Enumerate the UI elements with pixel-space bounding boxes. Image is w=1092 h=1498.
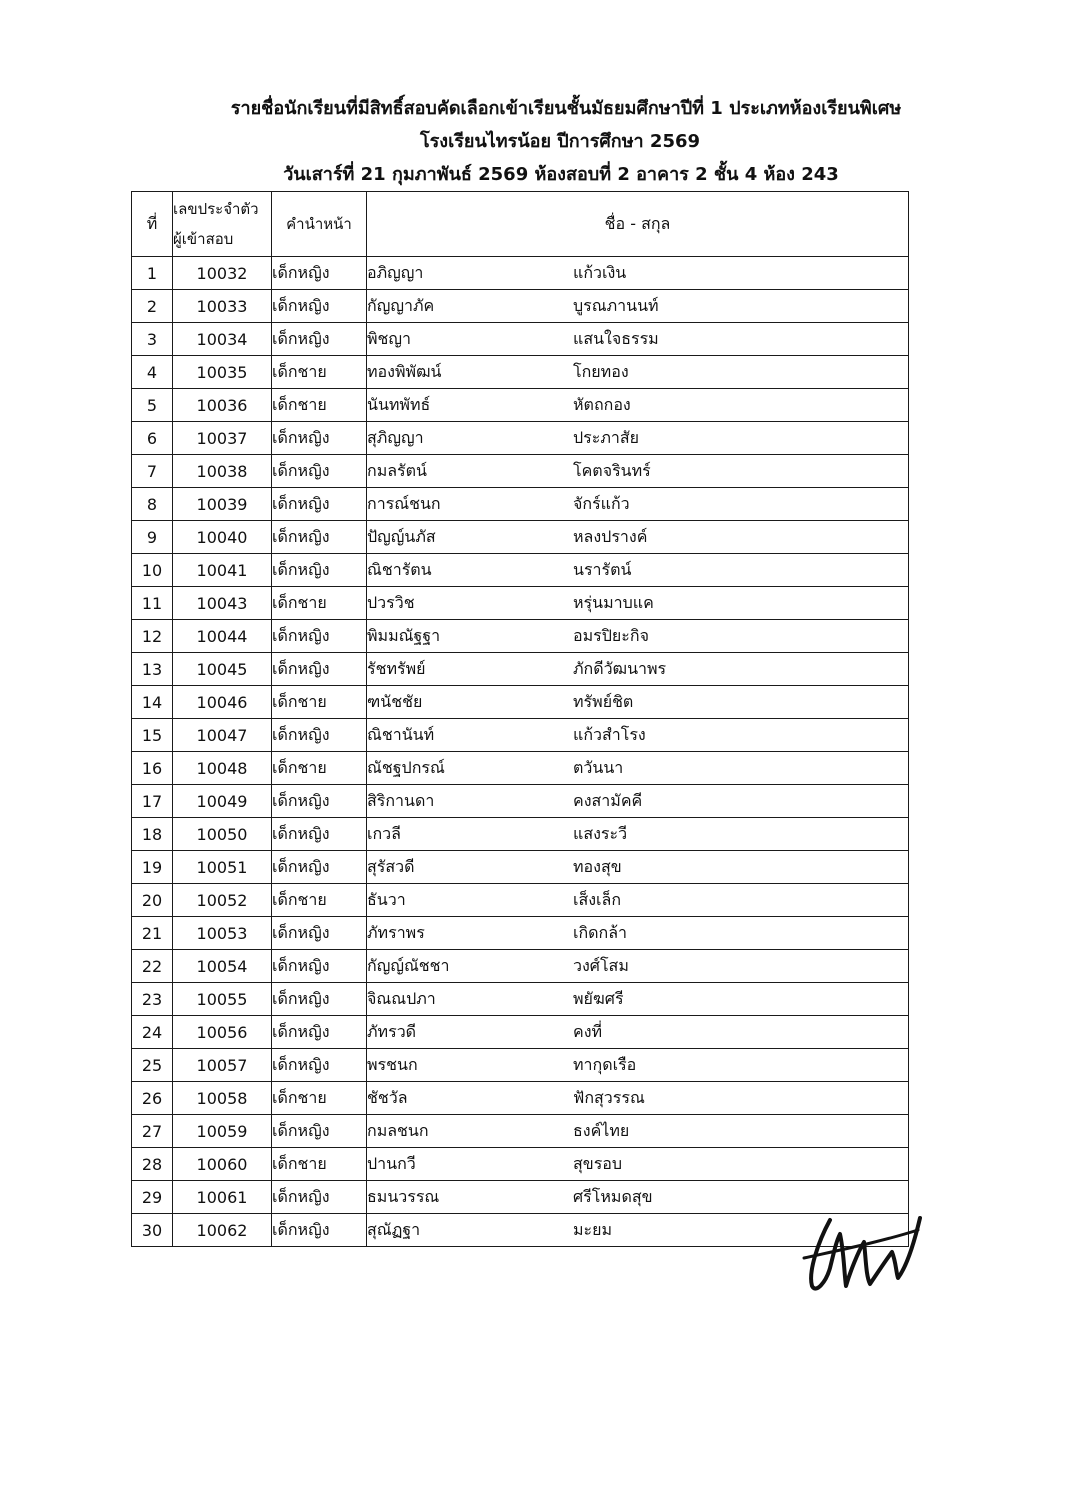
row-number: 13 <box>132 653 173 686</box>
row-number: 15 <box>132 719 173 752</box>
first-name: กมลรัตน์ <box>367 460 427 480</box>
student-id: 10032 <box>173 257 272 290</box>
student-id: 10059 <box>173 1115 272 1148</box>
table-row <box>132 785 909 818</box>
student-id: 10037 <box>173 422 272 455</box>
student-id: 10041 <box>173 554 272 587</box>
student-id: 10060 <box>173 1148 272 1181</box>
last-name: ศรีโหมดสุข <box>573 1186 653 1206</box>
student-id: 10058 <box>173 1082 272 1115</box>
full-name-cell <box>367 653 909 686</box>
name-prefix: เด็กหญิง <box>272 488 367 521</box>
row-number: 29 <box>132 1181 173 1214</box>
row-number: 19 <box>132 851 173 884</box>
table-row <box>132 1181 909 1214</box>
full-name-cell <box>367 752 909 785</box>
name-prefix: เด็กหญิง <box>272 521 367 554</box>
student-id: 10039 <box>173 488 272 521</box>
first-name: การณ์ชนก <box>367 493 441 513</box>
first-name: กมลชนก <box>367 1120 429 1140</box>
table-row <box>132 1049 909 1082</box>
row-number: 14 <box>132 686 173 719</box>
title-line-1: รายชื่อนักเรียนที่มีสิทธิ์สอบคัดเลือกเข้าเรียนชั้นมัธยมศึกษาปีที่ 1 ประเภทห้องเรียนพิเศษ <box>230 98 902 119</box>
last-name: หลงปรางค์ <box>573 526 648 546</box>
first-name: ปวรวิช <box>367 592 415 612</box>
name-prefix: เด็กชาย <box>272 752 367 785</box>
full-name-cell <box>367 488 909 521</box>
first-name: รัชทรัพย์ <box>367 658 426 678</box>
student-id: 10055 <box>173 983 272 1016</box>
table-row <box>132 1214 909 1247</box>
row-number: 21 <box>132 917 173 950</box>
full-name-cell <box>367 818 909 851</box>
student-id: 10034 <box>173 323 272 356</box>
name-prefix: เด็กหญิง <box>272 950 367 983</box>
header-id-line-1: เลขประจำตัว <box>173 200 259 218</box>
first-name: ภัทราพร <box>367 922 425 942</box>
name-prefix: เด็กชาย <box>272 389 367 422</box>
name-prefix: เด็กหญิง <box>272 1181 367 1214</box>
full-name-cell <box>367 290 909 323</box>
student-id: 10057 <box>173 1049 272 1082</box>
student-id: 10040 <box>173 521 272 554</box>
table-row <box>132 950 909 983</box>
first-name: เกวลี <box>367 823 401 843</box>
full-name-cell <box>367 884 909 917</box>
name-prefix: เด็กหญิง <box>272 455 367 488</box>
header-full-name: ชื่อ - สกุล <box>367 192 909 257</box>
full-name-cell <box>367 917 909 950</box>
name-prefix: เด็กหญิง <box>272 422 367 455</box>
name-prefix: เด็กหญิง <box>272 257 367 290</box>
first-name: อภิญญา <box>367 262 424 282</box>
last-name: บูรณภานนท์ <box>573 295 659 315</box>
first-name: ฑนัชชัย <box>367 691 423 711</box>
full-name-cell <box>367 257 909 290</box>
student-id: 10048 <box>173 752 272 785</box>
full-name-cell <box>367 389 909 422</box>
first-name: สิริกานดา <box>367 790 435 810</box>
full-name-cell <box>367 521 909 554</box>
row-number: 12 <box>132 620 173 653</box>
table-row <box>132 488 909 521</box>
row-number: 3 <box>132 323 173 356</box>
full-name-cell <box>367 1049 909 1082</box>
row-number: 28 <box>132 1148 173 1181</box>
row-number: 6 <box>132 422 173 455</box>
last-name: ทองสุข <box>573 856 622 876</box>
name-prefix: เด็กหญิง <box>272 323 367 356</box>
table-row <box>132 983 909 1016</box>
handwritten-signature-icon <box>800 1212 925 1298</box>
row-number: 2 <box>132 290 173 323</box>
table-row <box>132 620 909 653</box>
last-name: เกิดกล้า <box>573 922 628 942</box>
student-id: 10038 <box>173 455 272 488</box>
table-row <box>132 356 909 389</box>
first-name: สุณัฏฐา <box>367 1219 421 1239</box>
table-row <box>132 719 909 752</box>
name-prefix: เด็กหญิง <box>272 653 367 686</box>
student-id: 10035 <box>173 356 272 389</box>
name-prefix: เด็กหญิง <box>272 785 367 818</box>
table-row <box>132 290 909 323</box>
full-name-cell <box>367 1148 909 1181</box>
name-prefix: เด็กหญิง <box>272 818 367 851</box>
header-no: ที่ <box>132 192 173 257</box>
student-id: 10047 <box>173 719 272 752</box>
row-number: 23 <box>132 983 173 1016</box>
row-number: 8 <box>132 488 173 521</box>
last-name: จักร์แก้ว <box>573 493 630 513</box>
first-name: กัญญ์ณัชชา <box>367 955 450 975</box>
row-number: 25 <box>132 1049 173 1082</box>
table-row <box>132 1016 909 1049</box>
name-prefix: เด็กชาย <box>272 686 367 719</box>
full-name-cell <box>367 620 909 653</box>
row-number: 11 <box>132 587 173 620</box>
last-name: ทากุดเรือ <box>573 1054 637 1074</box>
table-row <box>132 323 909 356</box>
first-name: ณิชารัตน <box>367 559 432 579</box>
first-name: จิณณปภา <box>367 988 436 1008</box>
full-name-cell <box>367 1082 909 1115</box>
row-number: 1 <box>132 257 173 290</box>
row-number: 7 <box>132 455 173 488</box>
last-name: อมรปิยะกิจ <box>573 625 649 645</box>
row-number: 10 <box>132 554 173 587</box>
full-name-cell <box>367 1115 909 1148</box>
name-prefix: เด็กหญิง <box>272 719 367 752</box>
student-id: 10045 <box>173 653 272 686</box>
header-prefix: คำนำหน้า <box>272 192 367 257</box>
student-roster-table <box>131 191 909 1247</box>
name-prefix: เด็กหญิง <box>272 554 367 587</box>
full-name-cell <box>367 785 909 818</box>
table-row <box>132 1082 909 1115</box>
table-row <box>132 257 909 290</box>
row-number: 18 <box>132 818 173 851</box>
title-line-2: โรงเรียนไทรน้อย ปีการศึกษา 2569 <box>419 131 701 152</box>
table-row <box>132 653 909 686</box>
student-id: 10050 <box>173 818 272 851</box>
last-name: โคตจรินทร์ <box>573 460 651 480</box>
student-id: 10061 <box>173 1181 272 1214</box>
last-name: หรุ่นมาบแค <box>573 592 654 612</box>
last-name: หัตถกอง <box>573 394 631 414</box>
student-id: 10049 <box>173 785 272 818</box>
last-name: มะยม <box>573 1219 613 1239</box>
last-name: แสงระวี <box>573 823 628 843</box>
table-row <box>132 752 909 785</box>
table-row <box>132 917 909 950</box>
first-name: ภัทรวดี <box>367 1021 417 1041</box>
title-line-3: วันเสาร์ที่ 21 กุมภาพันธ์ 2569 ห้องสอบที่ 2 อาคาร 2 ชั้น 4 ห้อง 243 <box>283 164 839 185</box>
last-name: สุขรอบ <box>573 1153 623 1173</box>
first-name: ปานกวี <box>367 1153 416 1173</box>
student-id: 10056 <box>173 1016 272 1049</box>
header-id-line-2: ผู้เข้าสอบ <box>173 230 234 248</box>
name-prefix: เด็กหญิง <box>272 917 367 950</box>
full-name-cell <box>367 587 909 620</box>
full-name-cell <box>367 851 909 884</box>
row-number: 20 <box>132 884 173 917</box>
first-name: นันทพัทธ์ <box>367 394 431 414</box>
name-prefix: เด็กหญิง <box>272 983 367 1016</box>
row-number: 17 <box>132 785 173 818</box>
last-name: นรารัตน์ <box>573 559 632 579</box>
table-row <box>132 884 909 917</box>
first-name: ชัชวัล <box>367 1087 408 1107</box>
roster-body <box>132 257 909 1247</box>
student-id: 10033 <box>173 290 272 323</box>
last-name: แสนใจธรรม <box>573 328 659 348</box>
student-id: 10036 <box>173 389 272 422</box>
name-prefix: เด็กหญิง <box>272 290 367 323</box>
first-name: ณัชฐปกรณ์ <box>367 757 445 777</box>
student-id: 10051 <box>173 851 272 884</box>
last-name: ธงค์ไทย <box>573 1120 630 1140</box>
row-number: 26 <box>132 1082 173 1115</box>
row-number: 5 <box>132 389 173 422</box>
table-header-row <box>132 192 909 257</box>
full-name-cell <box>367 554 909 587</box>
name-prefix: เด็กหญิง <box>272 851 367 884</box>
first-name: พรชนก <box>367 1054 418 1074</box>
table-row <box>132 1115 909 1148</box>
name-prefix: เด็กชาย <box>272 587 367 620</box>
table-row <box>132 851 909 884</box>
row-number: 27 <box>132 1115 173 1148</box>
last-name: ฟักสุวรรณ <box>573 1087 645 1107</box>
last-name: พยัฆศรี <box>573 988 624 1008</box>
first-name: สุภิญญา <box>367 427 424 447</box>
last-name: โกยทอง <box>573 361 629 381</box>
name-prefix: เด็กหญิง <box>272 1016 367 1049</box>
row-number: 30 <box>132 1214 173 1247</box>
first-name: พิมมณัฐฐา <box>367 625 441 645</box>
full-name-cell <box>367 686 909 719</box>
last-name: ประภาสัย <box>573 427 640 447</box>
student-id: 10054 <box>173 950 272 983</box>
student-id: 10043 <box>173 587 272 620</box>
full-name-cell <box>367 1181 909 1214</box>
first-name: ทองพิพัฒน์ <box>367 361 442 381</box>
name-prefix: เด็กหญิง <box>272 1049 367 1082</box>
full-name-cell <box>367 950 909 983</box>
table-row <box>132 818 909 851</box>
table-row <box>132 422 909 455</box>
row-number: 16 <box>132 752 173 785</box>
last-name: ทรัพย์ชิต <box>573 691 634 711</box>
document-title <box>0 92 1092 191</box>
table-row <box>132 587 909 620</box>
student-id: 10044 <box>173 620 272 653</box>
last-name: ตวันนา <box>573 757 624 777</box>
student-id: 10062 <box>173 1214 272 1247</box>
name-prefix: เด็กหญิง <box>272 1115 367 1148</box>
header-student-id <box>173 192 272 257</box>
first-name: ธันวา <box>367 889 406 909</box>
full-name-cell <box>367 719 909 752</box>
last-name: ภักดีวัฒนาพร <box>573 658 667 678</box>
last-name: เส็งเล็ก <box>573 889 622 909</box>
full-name-cell <box>367 1016 909 1049</box>
last-name: แก้วสำโรง <box>573 724 646 744</box>
student-id: 10046 <box>173 686 272 719</box>
row-number: 24 <box>132 1016 173 1049</box>
last-name: คงที่ <box>573 1021 603 1041</box>
full-name-cell <box>367 422 909 455</box>
first-name: พิชญา <box>367 328 412 348</box>
table-row <box>132 554 909 587</box>
name-prefix: เด็กหญิง <box>272 1214 367 1247</box>
row-number: 22 <box>132 950 173 983</box>
table-row <box>132 686 909 719</box>
last-name: วงศ์โสม <box>573 955 629 975</box>
table-row <box>132 521 909 554</box>
row-number: 4 <box>132 356 173 389</box>
full-name-cell <box>367 356 909 389</box>
full-name-cell <box>367 455 909 488</box>
table-row <box>132 389 909 422</box>
name-prefix: เด็กหญิง <box>272 620 367 653</box>
student-id: 10053 <box>173 917 272 950</box>
first-name: ปัญญ์นภัส <box>367 526 436 546</box>
name-prefix: เด็กชาย <box>272 356 367 389</box>
first-name: สุรัสวดี <box>367 856 415 876</box>
table-row <box>132 455 909 488</box>
last-name: คงสามัคคี <box>573 790 643 810</box>
full-name-cell <box>367 983 909 1016</box>
first-name: ธมนวรรณ <box>367 1186 440 1206</box>
student-id: 10052 <box>173 884 272 917</box>
name-prefix: เด็กชาย <box>272 1082 367 1115</box>
name-prefix: เด็กชาย <box>272 884 367 917</box>
table-row <box>132 1148 909 1181</box>
name-prefix: เด็กชาย <box>272 1148 367 1181</box>
last-name: แก้วเงิน <box>573 262 627 282</box>
first-name: กัญญาภัค <box>367 295 435 315</box>
row-number: 9 <box>132 521 173 554</box>
first-name: ณิชานันท์ <box>367 724 435 744</box>
full-name-cell <box>367 323 909 356</box>
